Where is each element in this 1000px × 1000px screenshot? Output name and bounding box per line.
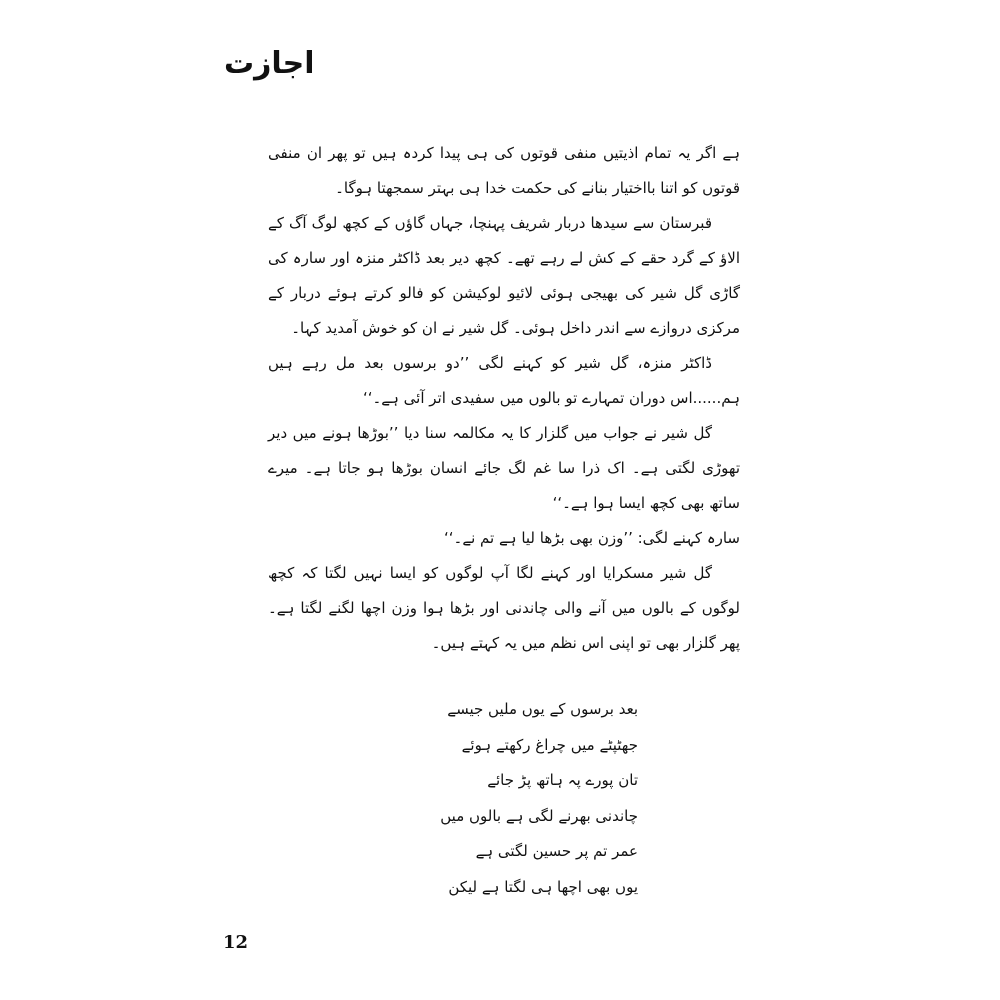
poem-line: جھٹپٹے میں چراغ رکھتے ہوئے <box>461 735 638 754</box>
paragraph-5: سارہ کہنے لگی: ’’وزن بھی بڑھا لیا ہے تم نے۔‘‘ <box>444 529 740 547</box>
poem-line: یوں بھی اچھا ہی لگتا ہے لیکن <box>448 877 638 896</box>
poem-block <box>440 692 638 905</box>
body-text <box>268 136 740 661</box>
poem-line: چاندنی بھرنے لگی ہے بالوں میں <box>440 806 638 825</box>
poem-line: عمر تم پر حسین لگتی ہے <box>475 842 638 860</box>
paragraph-3: ڈاکٹر منزہ، گل شیر کو کہنے لگی ’’دو برسوں بعد مل رہے ہیں ہم......اس دوران تمہارے تو بالوں میں سفیدی اتر آئی ہے۔‘‘ <box>268 354 740 407</box>
paragraph-6: گل شیر مسکرایا اور کہنے لگا آپ لوگوں کو ایسا نہیں لگتا کہ کچھ لوگوں کے بالوں میں آنے والی چاندنی اور بڑھا ہوا وزن اچھا لگنے لگتا ہے۔ پھر گلزار بھی تو اپنی اس نظم میں یہ کہتے ہیں۔ <box>268 564 740 652</box>
running-header-title: اجازت <box>224 46 315 81</box>
paragraph-1: ہے اگر یہ تمام اذیتیں منفی قوتوں کی ہی پیدا کردہ ہیں تو پھر ان منفی قوتوں کو اتنا بااختیار بنانے کی حکمت خدا ہی بہتر سمجھتا ہوگا۔ <box>268 144 740 197</box>
paragraph-2: قبرستان سے سیدھا دربار شریف پہنچا، جہاں گاؤں کے کچھ لوگ آگ کے الاؤ کے گرد حقے کے کش لے رہے تھے۔ کچھ دیر بعد ڈاکٹر منزہ اور سارہ کی گاڑی گل شیر کی بھیجی ہوئی لائیو لوکیشن کو فالو کرتے ہوئے دربار کے مرکزی دروازے سے اندر داخل ہوئی۔ گل شیر نے ان کو خوش آمدید کہا۔ <box>268 214 740 337</box>
poem-line: تان پورے پہ ہاتھ پڑ جائے <box>487 771 638 789</box>
poem-line: بعد برسوں کے یوں ملیں جیسے <box>447 700 638 718</box>
page-number: 12 <box>223 932 249 953</box>
paragraph-4: گل شیر نے جواب میں گلزار کا یہ مکالمہ سنا دیا ’’بوڑھا ہونے میں دیر تھوڑی لگتی ہے۔ اک ذرا سا غم لگ جائے انسان بوڑھا ہو جاتا ہے۔ میرے ساتھ بھی کچھ ایسا ہوا ہے۔‘‘ <box>268 424 740 512</box>
